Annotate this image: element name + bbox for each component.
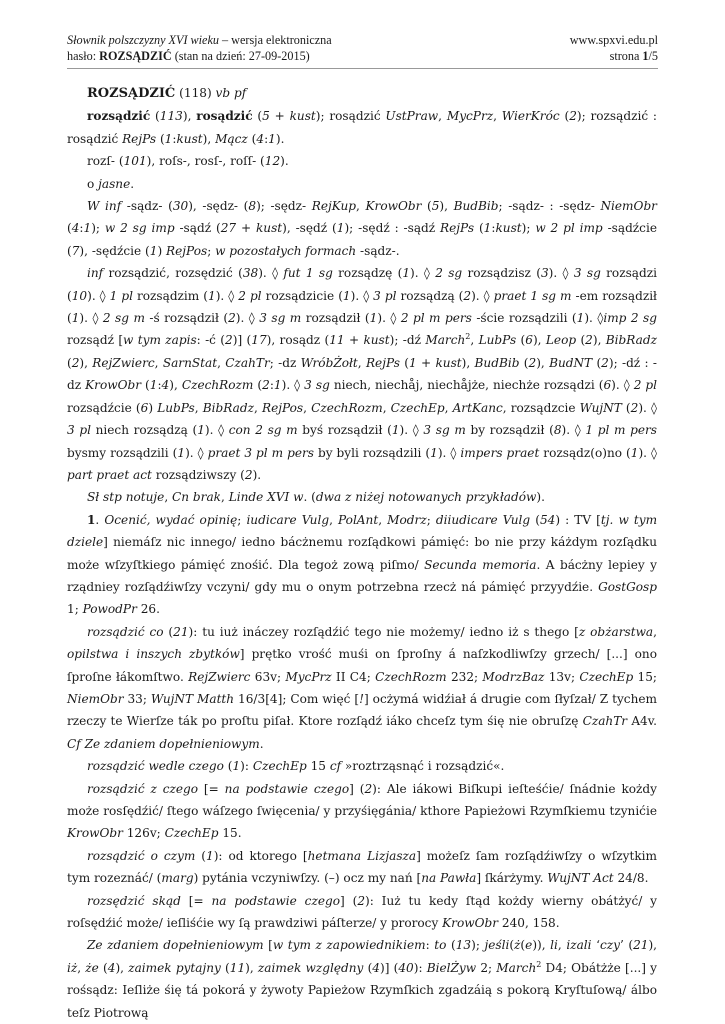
- z-czego-paragraph: rozsądzić z czego [= na podstawie czego] (2): Ale iákowi Biſkupi ieſteśćie/ ſnádnie kożdy może rosſędźić/ ſtego wáſzego ſwięcenia/ y przyśięgánia/ kthore Papieżowi Rzymſkiemu tzynićie KrowObr 126v; CzechEp 15.: [67, 781, 658, 841]
- rozsadzic-co-paragraph: rozsądzić co (21): tu iuż ináczey rozſądźić tego nie możemy/ iedno iż s thego [z obżarstwa, opilstwa i inszych zbytków] prętko vrość muśi on ſproſny á naſzkodliwſzy grzech/ [...] ono ſproſne łákomſtwo. RejZwierc 63v; MycPrz II C4; CzechRozm 232; ModrzBaz 13v; CzechEp 15; NiemObr 33; WujNT Matth 16/3[4]; Com więć [!] ocżymá widźiał á drugie com ſłyſzał/ Z tychem rzeczy te Wierſze ták po proſtu piſał. Ktore rozſądź iáko chceſz tym śię nie obruſzę CzahTr A4v. Cf Ze zdaniem dopełnieniowym.: [67, 624, 658, 751]
- page-header: [67, 32, 658, 64]
- dictionary-title: Słownik polszczyzny XVI wieku – wersja elektroniczna: [67, 33, 332, 47]
- skad-paragraph: rozsędzić skąd [= na podstawie czego] (2): Iuż tu kedy ſtąd kożdy wierny obátżyć/ y roſsędźić może/ ieſliśćie wy ſą prawdziwi páſterze/ y prorocy KrowObr 240, 158.: [67, 893, 658, 931]
- variants-paragraph: rozsądzić (113), rosądzić (5 + kust); rosądzić UstPraw, MycPrz, WierKróc (2); rozsądzić : rosądzić RejPs (1:kust), Mącz (4:1).: [67, 109, 657, 146]
- entry-headword-line: ROZSĄDZIĆ (118) vb pf: [87, 86, 247, 101]
- entry-body: [67, 82, 657, 1024]
- entry-status: hasło: ROZSĄDZIĆ (stan na dzień: 27-09-2015): [67, 49, 310, 63]
- vowel-paragraph: o jasne.: [87, 176, 135, 191]
- sense-1-paragraph: 1. Ocenić, wydać opinię; iudicare Vulg, PolAnt, Modrz; diiudicare Vulg (54) : TV [tj. w tym dziele] niemáſz nic innego/ iedno bácżnemu rozſądkowi pámięć: bo nie przy káżdym rozſądku może wſzyſtkiego pámięć znośić. Dla tegoż zową piſmo/ Secunda memoria. A bácżny lepiey y rządniey rozſądźiwſzy vczyni/ gdy mu o onym potrzebna rzecż ná pámięć przyydźie. GostGosp 1; PowodPr 26.: [67, 512, 658, 617]
- ze-zdaniem-paragraph: Ze zdaniem dopełnieniowym [w tym z zapowiednikiem: to (13); jeśli(ż(e)), li, izali ‘czy’ (21), iż, że (4), zaimek pytajny (11), zaimek względny (4)] (40): BielŻyw 2; March$^2$ D4; Obátżże [...] y rośsądz: Ieſliże śię tá pokorá y żywoty Papieżow Rzymſkich zgadzáią s pokorą Kryſtuſową/ álbo teſz Piotrową: [67, 938, 658, 1020]
- header-rule: [67, 68, 658, 69]
- inf-forms-paragraph: W inf -sądz- (30), -sędz- (8); -sędz- RejKup, KrowObr (5), BudBib; -sądz- : -sędz- NiemObr (4:1); w 2 sg imp -sądź (27 + kust), -sędź (1); -sędź : -sądź RejPs (1:kust); w 2 pl imp -sądźcie (7), -sędźcie (1) RejPos; w pozostałych formach -sądz-.: [67, 199, 657, 258]
- website-url[interactable]: www.spxvi.edu.pl: [569, 33, 658, 47]
- sources-paragraph: Sł stp notuje, Cn brak, Linde XVI w. (dwa z niżej notowanych przykładów).: [87, 490, 545, 505]
- page-number: strona 1/5: [609, 49, 658, 63]
- wedle-czego-paragraph: rozsądzić wedle czego (1): CzechEp 15 cf »roztrząsnąć i rozsądzić«.: [87, 759, 505, 774]
- conjugation-paragraph: inf rozsądzić, rozsędzić (38). ◊ fut 1 sg rozsądzę (1). ◊ 2 sg rozsądzisz (3). ◊ 3 sg rozsądzi (10). ◊ 1 pl rozsądzim (1). ◊ 2 pl rozsądzicie (1). ◊ 3 pl rozsądzą (2). ◊ praet 1 sg m -em rozsądził (1). ◊ 2 sg m -ś rozsądził (2). ◊ 3 sg m rozsądził (1). ◊ 2 pl m pers -ście rozsądzili (1). ◊imp 2 sg rozsądź [w tym zapis: -ć (2)] (17), rosądz (11 + kust); -dź March$^2$, LubPs (6), Leop (2), BibRadz (2), RejZwierc, SarnStat, CzahTr; -dz WróbŻołt, RejPs (1 + kust), BudBib (2), BudNT (2); -dź : -dz KrowObr (1:4), CzechRozm (2:1). ◊ 3 sg niech, niechåj, niechåjże, niechże rozsądzi (6). ◊ 2 pl rozsądźcie (6) LubPs, BibRadz, RejPos, CzechRozm, CzechEp, ArtKanc, rozsądzcie WujNT (2). ◊ 3 pl niech rozsądzą (1). ◊ con 2 sg m byś rozsądził (1). ◊ 3 sg m by rozsądził (8). ◊ 1 pl m pers bysmy rozsądzili (1). ◊ praet 3 pl m pers by byli rozsądzili (1). ◊ impers praet rozsądz(o)no (1). ◊ part praet act rozsądziwszy (2).: [67, 266, 658, 482]
- spelling-paragraph: rozſ- (101), roſs-, rosſ-, roſſ- (12).: [87, 154, 289, 169]
- o-czym-paragraph: rozsądzić o czym (1): od ktorego [hetmana Lizjasza] możeſz ſam rozſądźiwſzy o wſzytkim tym rozeznáć/ (marg) pytánia vczyniwſzy. (–) ocz my nań [na Pawła] ſkárżymy. WujNT Act 24/8.: [67, 848, 657, 886]
